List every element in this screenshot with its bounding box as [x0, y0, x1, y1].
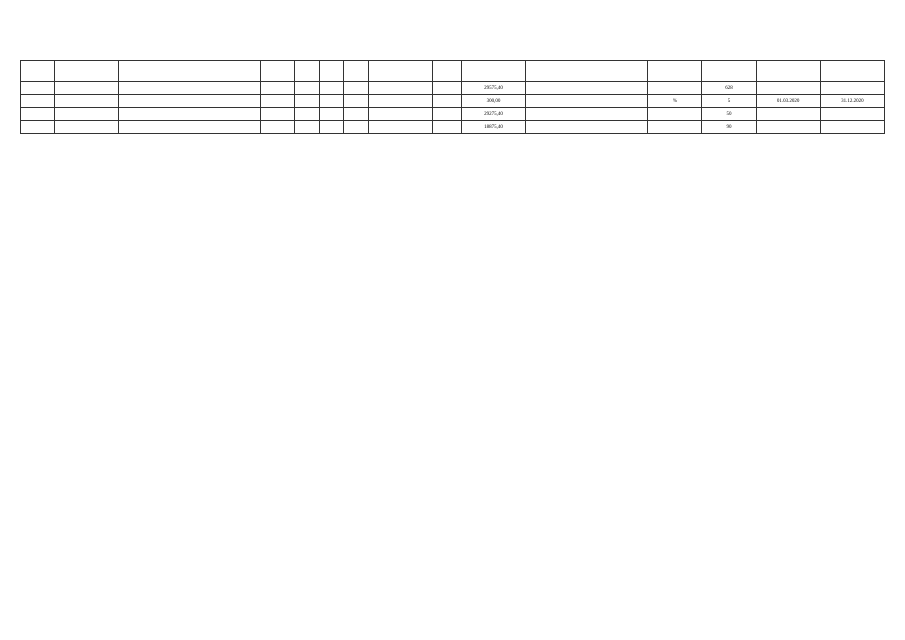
col-header — [526, 61, 648, 82]
cell-value: 31.12.2020 — [820, 95, 884, 108]
col-header — [820, 61, 884, 82]
cell-value: 90 — [702, 121, 756, 134]
table-row — [21, 82, 885, 95]
cell-value: 29575,40 — [462, 82, 526, 95]
col-header — [119, 61, 261, 82]
cell-value: 18875,40 — [462, 121, 526, 134]
cell-value: 300,00 — [462, 95, 526, 108]
col-header — [702, 61, 756, 82]
col-header — [432, 61, 461, 82]
col-header — [462, 61, 526, 82]
cell-value: % — [648, 95, 702, 108]
col-header — [756, 61, 820, 82]
col-header — [368, 61, 432, 82]
col-header — [21, 61, 55, 82]
col-header — [344, 61, 369, 82]
cell-value: 628 — [702, 82, 756, 95]
cell-value: 01.03.2020 — [756, 95, 820, 108]
col-header — [319, 61, 344, 82]
cell-value: 5 — [702, 95, 756, 108]
program-table — [20, 60, 885, 134]
col-header — [260, 61, 294, 82]
table-row — [21, 121, 885, 134]
col-header — [295, 61, 320, 82]
col-header — [648, 61, 702, 82]
table-row — [21, 108, 885, 121]
table-row — [21, 95, 885, 108]
header-row — [21, 61, 885, 82]
cell-value: 29275,40 — [462, 108, 526, 121]
col-header — [55, 61, 119, 82]
cell-value: 50 — [702, 108, 756, 121]
